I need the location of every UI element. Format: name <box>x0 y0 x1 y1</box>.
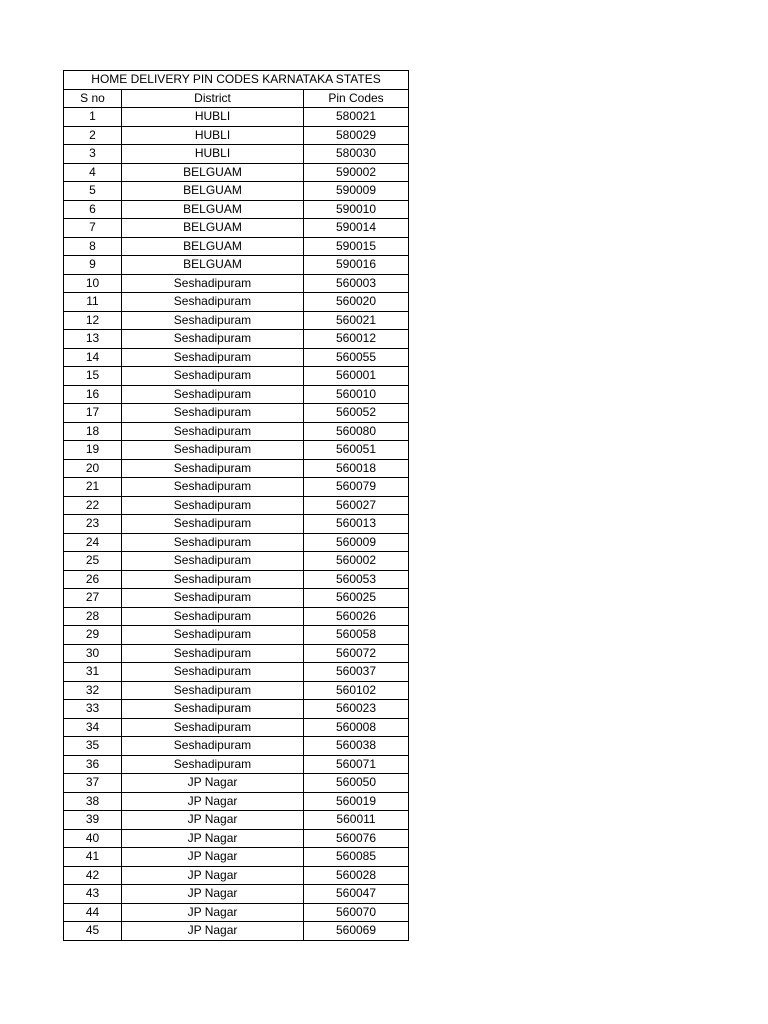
cell-district: Seshadipuram <box>122 385 304 404</box>
table-row <box>64 385 409 404</box>
cell-district: Seshadipuram <box>122 367 304 386</box>
cell-pin-code: 580029 <box>304 126 409 145</box>
table-row <box>64 922 409 941</box>
cell-district: Seshadipuram <box>122 681 304 700</box>
table-row <box>64 108 409 127</box>
table-row <box>64 478 409 497</box>
cell-pin-code: 560047 <box>304 885 409 904</box>
cell-sno: 38 <box>64 792 122 811</box>
cell-district: Seshadipuram <box>122 663 304 682</box>
cell-sno: 25 <box>64 552 122 571</box>
table-row <box>64 737 409 756</box>
cell-sno: 39 <box>64 811 122 830</box>
cell-district: Seshadipuram <box>122 552 304 571</box>
table-row <box>64 829 409 848</box>
cell-sno: 7 <box>64 219 122 238</box>
cell-sno: 22 <box>64 496 122 515</box>
cell-district: Seshadipuram <box>122 293 304 312</box>
cell-sno: 27 <box>64 589 122 608</box>
table-row <box>64 441 409 460</box>
cell-pin-code: 560038 <box>304 737 409 756</box>
cell-pin-code: 560002 <box>304 552 409 571</box>
cell-district: Seshadipuram <box>122 533 304 552</box>
cell-pin-code: 590014 <box>304 219 409 238</box>
cell-pin-code: 560071 <box>304 755 409 774</box>
cell-district: HUBLI <box>122 145 304 164</box>
cell-pin-code: 560051 <box>304 441 409 460</box>
cell-sno: 12 <box>64 311 122 330</box>
cell-district: JP Nagar <box>122 922 304 941</box>
cell-sno: 5 <box>64 182 122 201</box>
cell-sno: 21 <box>64 478 122 497</box>
cell-pin-code: 560076 <box>304 829 409 848</box>
table-row <box>64 774 409 793</box>
cell-pin-code: 560018 <box>304 459 409 478</box>
cell-sno: 41 <box>64 848 122 867</box>
cell-sno: 40 <box>64 829 122 848</box>
cell-pin-code: 590009 <box>304 182 409 201</box>
table-row <box>64 348 409 367</box>
cell-sno: 13 <box>64 330 122 349</box>
cell-district: Seshadipuram <box>122 700 304 719</box>
cell-pin-code: 560050 <box>304 774 409 793</box>
cell-sno: 3 <box>64 145 122 164</box>
cell-sno: 37 <box>64 774 122 793</box>
cell-sno: 4 <box>64 163 122 182</box>
cell-pin-code: 560052 <box>304 404 409 423</box>
cell-district: JP Nagar <box>122 829 304 848</box>
cell-district: JP Nagar <box>122 866 304 885</box>
cell-pin-code: 560058 <box>304 626 409 645</box>
cell-district: Seshadipuram <box>122 274 304 293</box>
cell-district: Seshadipuram <box>122 404 304 423</box>
table-row <box>64 552 409 571</box>
table-row <box>64 700 409 719</box>
cell-sno: 36 <box>64 755 122 774</box>
cell-sno: 10 <box>64 274 122 293</box>
cell-sno: 33 <box>64 700 122 719</box>
cell-district: JP Nagar <box>122 848 304 867</box>
pin-code-table <box>63 70 409 941</box>
cell-district: Seshadipuram <box>122 626 304 645</box>
cell-pin-code: 560025 <box>304 589 409 608</box>
cell-district: BELGUAM <box>122 237 304 256</box>
cell-district: JP Nagar <box>122 774 304 793</box>
table-row <box>64 126 409 145</box>
cell-district: BELGUAM <box>122 182 304 201</box>
cell-pin-code: 580030 <box>304 145 409 164</box>
cell-sno: 42 <box>64 866 122 885</box>
table-title-row <box>64 71 409 90</box>
cell-district: HUBLI <box>122 108 304 127</box>
cell-pin-code: 560021 <box>304 311 409 330</box>
cell-sno: 31 <box>64 663 122 682</box>
cell-district: Seshadipuram <box>122 496 304 515</box>
cell-sno: 26 <box>64 570 122 589</box>
cell-pin-code: 590015 <box>304 237 409 256</box>
table-row <box>64 182 409 201</box>
cell-pin-code: 560037 <box>304 663 409 682</box>
cell-sno: 30 <box>64 644 122 663</box>
cell-sno: 35 <box>64 737 122 756</box>
cell-sno: 2 <box>64 126 122 145</box>
cell-pin-code: 560070 <box>304 903 409 922</box>
cell-sno: 6 <box>64 200 122 219</box>
cell-sno: 24 <box>64 533 122 552</box>
cell-sno: 18 <box>64 422 122 441</box>
table-row <box>64 311 409 330</box>
table-row <box>64 422 409 441</box>
table-row <box>64 330 409 349</box>
header-sno: S no <box>64 89 122 108</box>
table-row <box>64 626 409 645</box>
cell-district: Seshadipuram <box>122 644 304 663</box>
cell-district: JP Nagar <box>122 903 304 922</box>
cell-pin-code: 560009 <box>304 533 409 552</box>
cell-pin-code: 560102 <box>304 681 409 700</box>
cell-pin-code: 560085 <box>304 848 409 867</box>
cell-district: Seshadipuram <box>122 330 304 349</box>
cell-district: Seshadipuram <box>122 459 304 478</box>
cell-pin-code: 590010 <box>304 200 409 219</box>
table-row <box>64 681 409 700</box>
cell-sno: 19 <box>64 441 122 460</box>
table-row <box>64 866 409 885</box>
cell-district: Seshadipuram <box>122 348 304 367</box>
table-row <box>64 589 409 608</box>
cell-sno: 44 <box>64 903 122 922</box>
table-row <box>64 367 409 386</box>
table-row <box>64 644 409 663</box>
cell-pin-code: 580021 <box>304 108 409 127</box>
cell-district: Seshadipuram <box>122 570 304 589</box>
table-title: HOME DELIVERY PIN CODES KARNATAKA STATES <box>64 71 409 90</box>
cell-pin-code: 560003 <box>304 274 409 293</box>
table-row <box>64 755 409 774</box>
table-row <box>64 792 409 811</box>
cell-pin-code: 560026 <box>304 607 409 626</box>
cell-pin-code: 560020 <box>304 293 409 312</box>
cell-district: BELGUAM <box>122 219 304 238</box>
cell-district: Seshadipuram <box>122 422 304 441</box>
table-row <box>64 515 409 534</box>
cell-pin-code: 560011 <box>304 811 409 830</box>
table-row <box>64 200 409 219</box>
cell-district: JP Nagar <box>122 811 304 830</box>
cell-pin-code: 590016 <box>304 256 409 275</box>
cell-pin-code: 560079 <box>304 478 409 497</box>
table-row <box>64 256 409 275</box>
table-row <box>64 885 409 904</box>
cell-sno: 23 <box>64 515 122 534</box>
table-row <box>64 848 409 867</box>
cell-sno: 8 <box>64 237 122 256</box>
cell-pin-code: 560008 <box>304 718 409 737</box>
cell-sno: 45 <box>64 922 122 941</box>
table-row <box>64 718 409 737</box>
cell-pin-code: 560053 <box>304 570 409 589</box>
table-row <box>64 293 409 312</box>
table-row <box>64 145 409 164</box>
cell-pin-code: 590002 <box>304 163 409 182</box>
cell-district: Seshadipuram <box>122 478 304 497</box>
cell-sno: 43 <box>64 885 122 904</box>
table-row <box>64 607 409 626</box>
cell-pin-code: 560001 <box>304 367 409 386</box>
header-district: District <box>122 89 304 108</box>
cell-sno: 29 <box>64 626 122 645</box>
cell-sno: 20 <box>64 459 122 478</box>
cell-district: Seshadipuram <box>122 441 304 460</box>
table-row <box>64 570 409 589</box>
cell-district: Seshadipuram <box>122 515 304 534</box>
cell-district: Seshadipuram <box>122 718 304 737</box>
cell-pin-code: 560013 <box>304 515 409 534</box>
cell-district: Seshadipuram <box>122 311 304 330</box>
cell-district: Seshadipuram <box>122 607 304 626</box>
cell-sno: 9 <box>64 256 122 275</box>
cell-pin-code: 560023 <box>304 700 409 719</box>
cell-sno: 17 <box>64 404 122 423</box>
cell-district: Seshadipuram <box>122 589 304 608</box>
cell-district: BELGUAM <box>122 200 304 219</box>
cell-sno: 14 <box>64 348 122 367</box>
cell-district: JP Nagar <box>122 885 304 904</box>
cell-sno: 11 <box>64 293 122 312</box>
cell-sno: 1 <box>64 108 122 127</box>
table-row <box>64 274 409 293</box>
table-row <box>64 811 409 830</box>
cell-district: BELGUAM <box>122 256 304 275</box>
cell-pin-code: 560010 <box>304 385 409 404</box>
cell-pin-code: 560027 <box>304 496 409 515</box>
table-row <box>64 219 409 238</box>
cell-district: Seshadipuram <box>122 755 304 774</box>
table-row <box>64 163 409 182</box>
table-row <box>64 663 409 682</box>
cell-pin-code: 560055 <box>304 348 409 367</box>
table-row <box>64 903 409 922</box>
cell-pin-code: 560019 <box>304 792 409 811</box>
table-row <box>64 496 409 515</box>
cell-district: BELGUAM <box>122 163 304 182</box>
table-header-row <box>64 89 409 108</box>
header-pin-codes: Pin Codes <box>304 89 409 108</box>
cell-sno: 16 <box>64 385 122 404</box>
table-row <box>64 237 409 256</box>
table-row <box>64 459 409 478</box>
cell-sno: 32 <box>64 681 122 700</box>
cell-pin-code: 560069 <box>304 922 409 941</box>
cell-pin-code: 560012 <box>304 330 409 349</box>
cell-pin-code: 560072 <box>304 644 409 663</box>
cell-sno: 28 <box>64 607 122 626</box>
cell-sno: 34 <box>64 718 122 737</box>
cell-district: HUBLI <box>122 126 304 145</box>
cell-pin-code: 560028 <box>304 866 409 885</box>
table-body <box>64 71 409 941</box>
cell-sno: 15 <box>64 367 122 386</box>
cell-district: Seshadipuram <box>122 737 304 756</box>
table-row <box>64 404 409 423</box>
cell-district: JP Nagar <box>122 792 304 811</box>
cell-pin-code: 560080 <box>304 422 409 441</box>
table-row <box>64 533 409 552</box>
